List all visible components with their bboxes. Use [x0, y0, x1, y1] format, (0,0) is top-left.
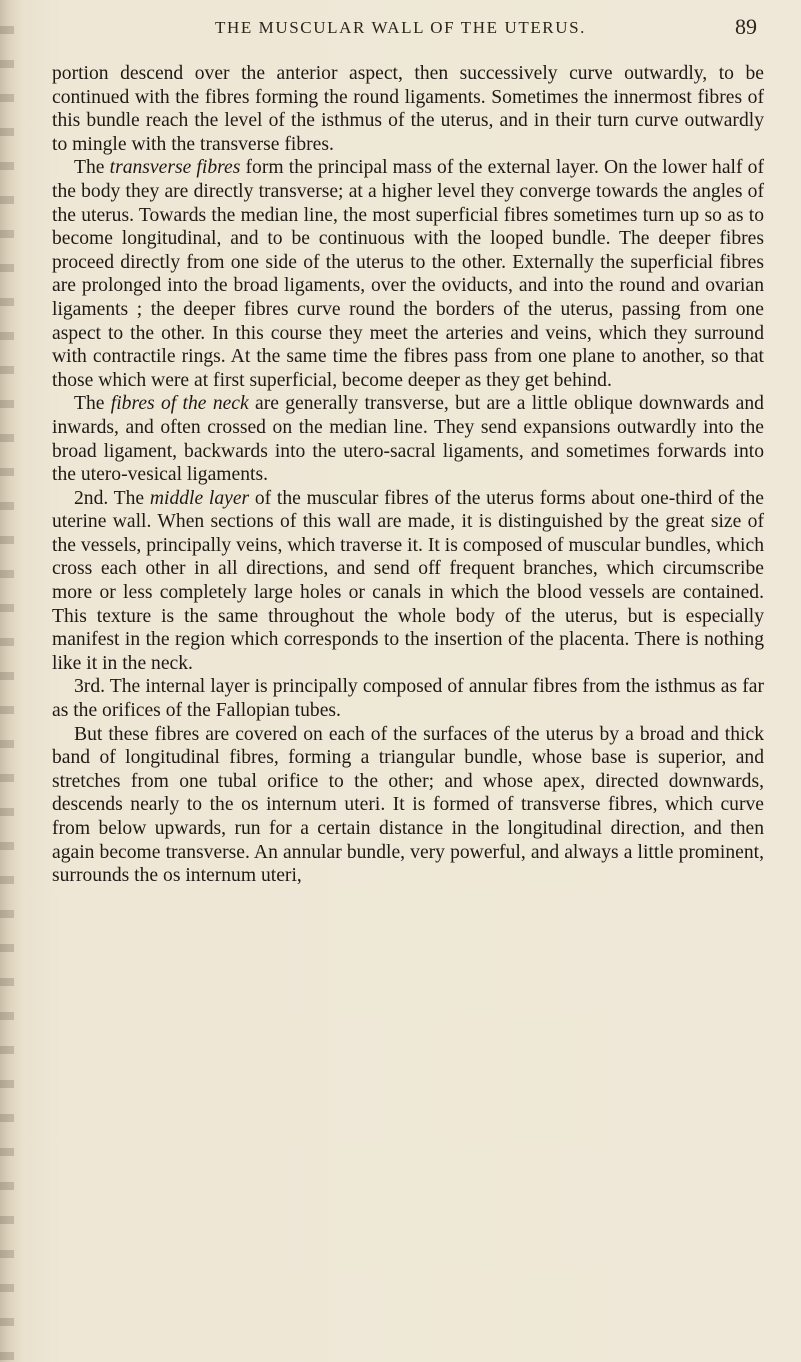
italic-term: middle layer	[149, 487, 250, 509]
italic-term: transverse fibres	[109, 157, 241, 179]
paragraph-text: form the principal mass of the external layer. On the lower half of the body they are directly transverse; at a higher level they converge towards the angles of the uterus. Towards the median line, the most superficial fibres sometimes turn up so as to become longitudinal, and to be continuous with the looped bundle. The deeper fibres proceed directly from one side of the uterus to the other. Externally the superficial fibres are prolonged into the broad ligaments, over the oviducts, and into the round and ovarian ligaments ; the deeper fibres curve round the borders of the uterus, passing from one aspect to the other. In this course they meet the arteries and veins, which they surround with contractile rings. At the same time the fibres pass from one plane to another, so that those which were at first superficial, become deeper as they get behind.	[52, 157, 764, 391]
paragraph-text: The	[74, 157, 110, 179]
paragraph-text: of the muscular fibres of the uterus forms about one-third of the uterine wall. When sections of this wall are made, it is distinguished by the great size of the vessels, principally veins, which traverse it. It is composed of muscular bundles, which cross each other in all directions, and send off frequent branches, which circumscribe more or less completely large holes or canals in which the blood vessels are contained. This texture is the same throughout the whole body of the uterus, but is especially manifest in the region which corresponds to the insertion of the placenta. There is nothing like it in the neck.	[52, 487, 764, 674]
italic-term: fibres of the neck	[110, 393, 249, 415]
paragraph-4	[52, 487, 764, 676]
paragraph-text: 2nd. The	[74, 487, 150, 509]
running-head: THE MUSCULAR WALL OF THE UTERUS.	[214, 18, 587, 37]
paragraph-2	[52, 156, 764, 392]
paragraph-6	[52, 723, 764, 888]
page-header	[0, 14, 801, 44]
page-number: 89	[735, 14, 757, 39]
paragraph-text: The	[74, 393, 111, 415]
paragraph-1	[52, 62, 764, 156]
paragraph-text: are generally transverse, but are a little oblique downwards and inwards, and often crossed on the median line. They send expansions outwardly into the broad ligament, backwards into the utero-sacral ligaments, and sometimes forwards into the utero-vesical ligaments.	[52, 393, 764, 486]
binding-gutter	[0, 0, 14, 1362]
paragraph-3	[52, 392, 764, 486]
paragraph-text: 3rd. The internal layer is principally composed of annular fibres from the isthmus as far as the orifices of the Fallopian tubes.	[52, 676, 764, 722]
paragraph-5	[52, 675, 764, 722]
body-text	[52, 62, 764, 888]
paragraph-text: But these fibres are covered on each of the surfaces of the uterus by a broad and thick band of longitudinal fibres, forming a triangular bundle, whose base is superior, and stretches from one tubal orifice to the other; and whose apex, directed downwards, descends nearly to the os internum uteri. It is formed of transverse fibres, which curve from below upwards, run for a certain distance in the longitudinal direction, and then again become transverse. An annular bundle, very powerful, and always a little prominent, surrounds the os internum uteri,	[52, 723, 764, 887]
paragraph-text: portion descend over the anterior aspect, then successively curve outwardly, to be continued with the fibres forming the round ligaments. Sometimes the innermost fibres of this bundle reach the level of the isthmus of the uterus, and in their turn curve outwardly to mingle with the transverse fibres.	[52, 63, 764, 155]
